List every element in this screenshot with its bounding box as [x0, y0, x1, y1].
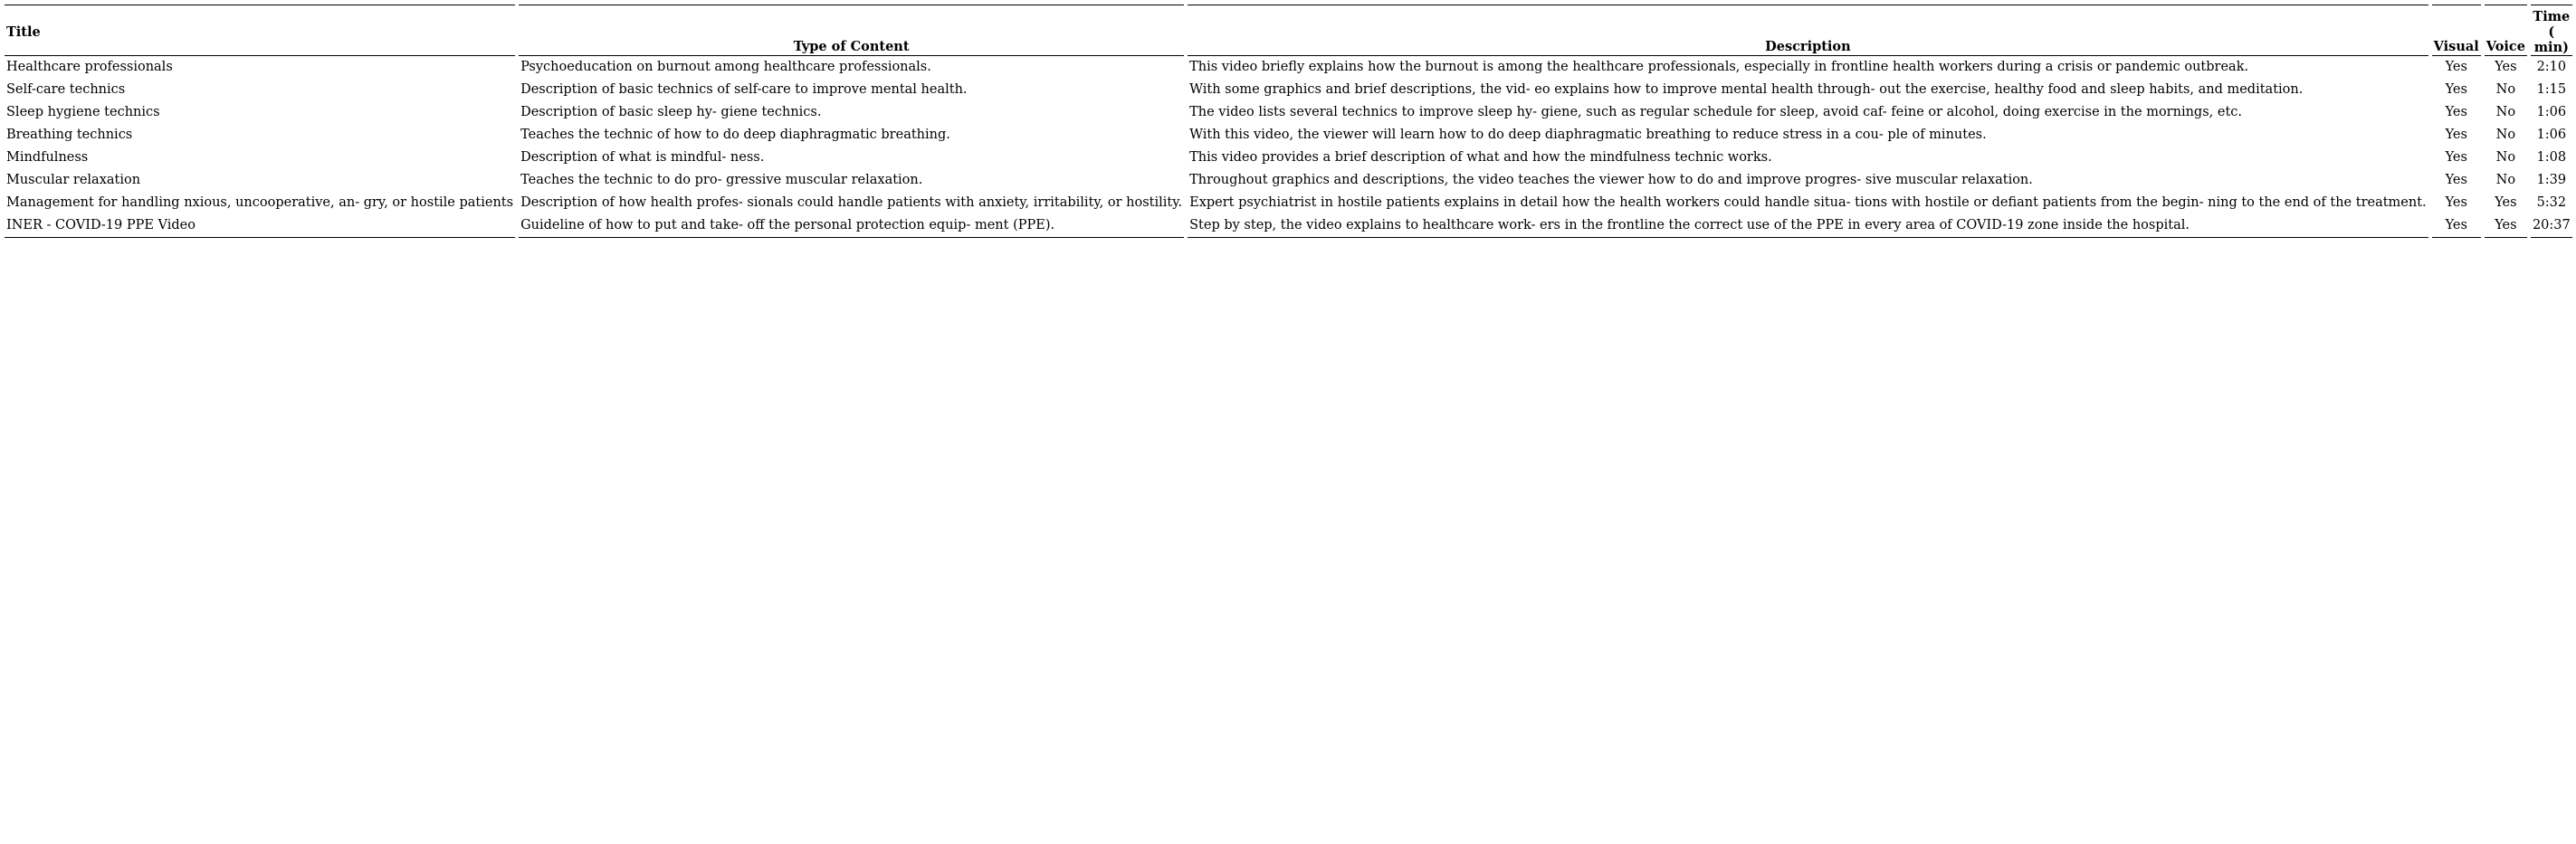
cell-visual: Yes	[2445, 82, 2467, 97]
header-title: Title	[5, 5, 515, 56]
cell-type: Description of how health profes- sionals could handle patients with anxiety, irritability, or hostility.	[520, 195, 1183, 210]
table-header	[5, 5, 2572, 56]
cell-visual: Yes	[2445, 150, 2467, 165]
header-type-of-content: Type of Content	[519, 5, 1184, 56]
cell-time: 1:15	[2536, 82, 2567, 97]
cell-time: 1:08	[2536, 150, 2567, 165]
cell-description: Step by step, the video explains to healthcare work- ers in the frontline the correct use of the PPE in every area of COVID-19 zone inside the hospital.	[1188, 214, 2428, 238]
cell-time: 20:37	[2531, 214, 2572, 238]
header-visual: Visual	[2432, 5, 2481, 56]
table-row	[5, 169, 2572, 192]
cell-title: Muscular relaxation	[6, 173, 141, 187]
cell-visual: Yes	[2445, 195, 2467, 210]
cell-title: Management for handling nxious, uncooperative, an- gry, or hostile patients	[6, 195, 514, 210]
table-body	[5, 56, 2572, 238]
table-row	[5, 124, 2572, 147]
cell-description: With this video, the viewer will learn how to do deep diaphragmatic breathing to reduce stress in a cou- ple of minutes.	[1189, 128, 1987, 142]
cell-voice: Yes	[2495, 195, 2517, 210]
cell-time: 2:10	[2536, 60, 2567, 74]
cell-description: Expert psychiatrist in hostile patients explains in detail how the health workers could handle situa- tions with hostile or defiant patients from the begin- ning to the end of the treatment.	[1189, 195, 2427, 210]
cell-description: This video briefly explains how the burnout is among the healthcare professionals, especially in frontline health workers during a crisis or pandemic outbreak.	[1189, 60, 2249, 74]
cell-title: Healthcare professionals	[6, 60, 173, 74]
cell-description: With some graphics and brief descriptions, the vid- eo explains how to improve mental health through- out the exercise, healthy food and sleep habits, and meditation.	[1189, 82, 2304, 97]
cell-type: Description of what is mindful- ness.	[520, 150, 765, 165]
table-row	[5, 56, 2572, 79]
table-row	[5, 214, 2572, 238]
cell-time: 5:32	[2536, 195, 2567, 210]
cell-visual: Yes	[2432, 214, 2481, 238]
cell-visual: Yes	[2445, 128, 2467, 142]
cell-description: This video provides a brief description of what and how the mindfulness technic works.	[1189, 150, 1772, 165]
cell-type: Teaches the technic of how to do deep diaphragmatic breathing.	[520, 128, 950, 142]
cell-title: Sleep hygiene technics	[6, 105, 160, 119]
cell-voice: No	[2495, 150, 2516, 165]
cell-type: Description of basic technics of self-care to improve mental health.	[520, 82, 968, 97]
cell-visual: Yes	[2445, 173, 2467, 187]
header-description: Description	[1188, 5, 2428, 56]
cell-title: INER - COVID-19 PPE Video	[5, 214, 515, 238]
document-page	[0, 0, 2571, 238]
video-content-table	[1, 5, 2576, 238]
header-voice: Voice	[2485, 5, 2527, 56]
cell-voice: No	[2495, 128, 2516, 142]
header-time: Time ( min)	[2531, 5, 2572, 56]
cell-time: 1:39	[2536, 173, 2567, 187]
cell-title: Mindfulness	[6, 150, 89, 165]
cell-type: Psychoeducation on burnout among healthcare professionals.	[520, 60, 931, 74]
cell-type: Description of basic sleep hy- giene technics.	[520, 105, 822, 119]
cell-visual: Yes	[2445, 105, 2467, 119]
cell-voice: Yes	[2495, 60, 2517, 74]
cell-voice: No	[2495, 105, 2516, 119]
cell-visual: Yes	[2445, 60, 2467, 74]
cell-description: The video lists several technics to improve sleep hy- giene, such as regular schedule for sleep, avoid caf- feine or alcohol, doing exercise in the mornings, etc.	[1189, 105, 2243, 119]
cell-voice: No	[2495, 82, 2516, 97]
cell-voice: No	[2495, 173, 2516, 187]
table-row	[5, 147, 2572, 169]
cell-type: Teaches the technic to do pro- gressive muscular relaxation.	[520, 173, 923, 187]
cell-description: Throughout graphics and descriptions, the video teaches the viewer how to do and improve progres- sive muscular relaxation.	[1189, 173, 2033, 187]
cell-time: 1:06	[2536, 128, 2567, 142]
cell-time: 1:06	[2536, 105, 2567, 119]
cell-title: Breathing technics	[6, 128, 133, 142]
cell-title: Self-care technics	[6, 82, 126, 97]
cell-type: Guideline of how to put and take- off the personal protection equip- ment (PPE).	[519, 214, 1184, 238]
cell-voice: Yes	[2485, 214, 2527, 238]
table-row	[5, 79, 2572, 101]
table-row	[5, 101, 2572, 124]
header-row	[5, 5, 2572, 56]
table-row	[5, 192, 2572, 214]
